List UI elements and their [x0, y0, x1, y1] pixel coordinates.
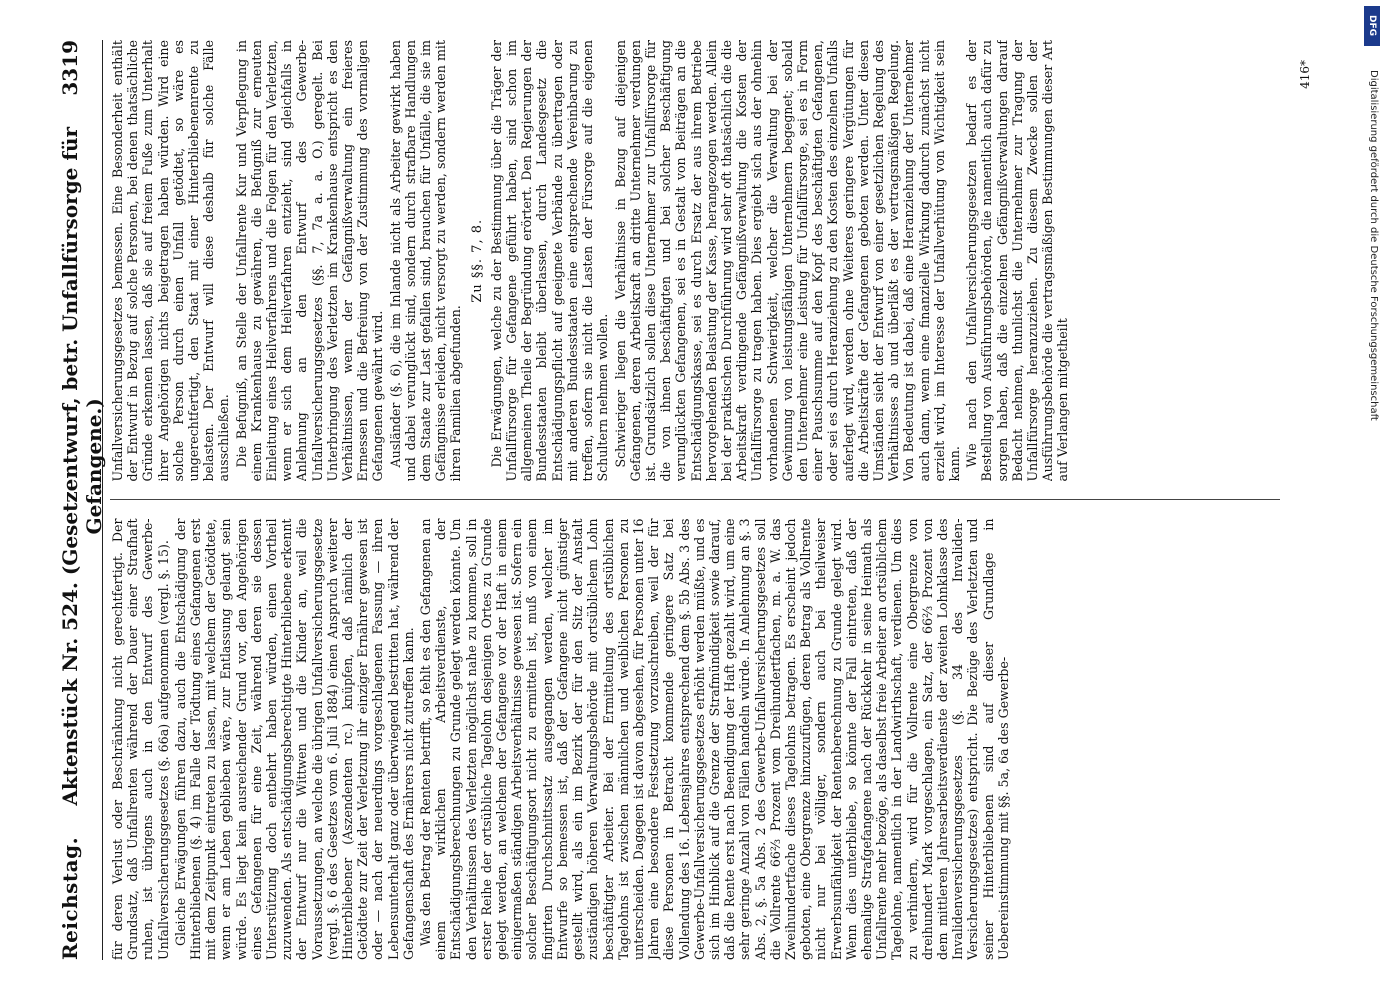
dfg-funding-stamp — [1361, 0, 1383, 1000]
section-heading: Zu §§. 7, 8. — [469, 218, 485, 303]
paragraph: Die Erwägungen, welche zu der Bestimmung über die Träger der Unfallfürsorge für Gefangene geführt haben, sind schon im allgemeinen Theile der Begründung erörtert. Den Regierungen der Bundesstaaten bleibt überlassen, durch Landesgesetz die Entschädigungspflicht auf geeignete Verbände zu übertragen oder mit anderen Bundesstaaten eine entsprechende Vereinbarung zu treffen, sofern sie nicht die Lasten der Fürsorge auf die eigenen Schultern nehmen wollen. — [488, 40, 611, 482]
paragraph: Schwieriger liegen die Verhältnisse in Bezug auf diejenigen Gefangenen, deren Arbeitskraft an dritte Unternehmer verdungen ist. Grundsätzlich sollen diese Unternehmer zur Unfallfürsorge für die von ihnen beschäftigten und bei solcher Beschäftigung verunglückten Gefangenen, sei es in Gestalt von Beiträgen an die Entschädigungskasse, sei es durch Ersatz der aus ihrem Betriebe hervorgehenden Belastung der Kasse, herangezogen werden. Allein bei der praktischen Durchführung wird sehr oft thatsächlich die die Arbeitskraft verdingende Gefängnißverwaltung die Kosten der Unfallfürsorge zu tragen haben. Dies ergiebt sich aus der ohnehin vorhandenen Schwierigkeit, welcher die Verwaltung bei der Gewinnung von leistungsfähigen Unternehmern begegnet; sobald den Unternehmer eine Leistung für Unfallfürsorge, sei es in Form einer Pauschsumme auf den Kopf des beschäftigten Gefangenen, oder sei es durch Heranziehung zu den Kosten des einzelnen Unfalls auferlegt wird, werden ohne Weiteres geringere Vergütungen für die Arbeitskräfte der Gefangenen geboten werden. Unter diesen Umständen sieht der Entwurf von einer gesetzlichen Regelung des Verhältnisses ab und überläßt es der vertragsmäßigen Regelung. Von Bedeutung ist dabei, daß eine Heranziehung der Unternehmer auch dann, wenn eine finanzielle Wirkung dadurch zunächst nicht erzielt wird, im Interesse der Unfallverhütung von Wichtigkeit sein kann. — [612, 40, 962, 482]
header-reichstag: Reichstag. — [58, 836, 82, 960]
paragraph: Wie nach den Unfallversicherungsgesetzen bedarf es der Bestellung von Ausführungsbehörden, die namentlich auch dafür zu sorgen haben, daß die einzelnen Gefängnißverwaltungen darauf Bedacht nehmen, thunlichst die Unternehmer zur Tragung der Unfallfürsorge heranzuziehen. Zu diesem Zwecke sollen der Ausführungsbehörde die vertragsmäßigen Bestimmungen dieser Art auf Verlangen mitgetheilt — [964, 40, 1071, 482]
paragraph: Gleiche Erwägungen führen dazu, auch die Entschädigung der Hinterbliebenen (§. 4) im Falle der Tödtung eines Gefangenen erst mit dem Zeitpunkt eintreten zu lassen, mit welchem der Getödtete, wenn er am Leben geblieben wäre, zur Entlassung gelangt sein würde. Es liegt kein ausreichender Grund vor, den Angehörigen eines Gefangenen für eine Zeit, während deren sie dessen Unterstützung doch entbehrt haben würden, einen Vortheil zuzuwenden. Als entschädigungsberechtigte Hinterbliebene erkennt der Entwurf nur die Wittwen und die Kinder an, weil die Voraussetzungen, an welche die übrigen Unfallversicherungsgesetze (vergl. §. 6 des Gesetzes vom 6. Juli 1884) einen Anspruch weiterer Hinterbliebener (Aszendenten rc.) knüpfen, daß nämlich der Getödtete zur Zeit der Verletzung ihr einziger Ernährer gewesen ist oder — nach der neuerdings vorgeschlagenen Fassung — ihren Lebensunterhalt ganz oder überwiegend bestritten hat, während der Gefangenschaft des Ernährers nicht zutreffen kann. — [172, 518, 416, 960]
paragraph: Was den Betrag der Renten betrifft, so fehlt es den Gefangenen an einem wirklichen Arbeitsverdienste, der Entschädigungsberechnungen zu Grunde gelegt werden könnte. Um den Verhältnissen des Verletzten möglichst nahe zu kommen, soll in erster Reihe der ortsübliche Tagelohn desjenigen Ortes zu Grunde gelegt werden, an welchem der Gefangene vor der Haft in einem einigermaßen ständigen Arbeitsverhältnisse gewesen ist. Sofern ein solcher Beschäftigungsort nicht zu ermitteln ist, muß von einem fingirten Durchschnittssatz ausgegangen werden, welcher im Entwurfe so bemessen ist, daß der Gefangene nicht günstiger gestellt wird, als ein im Bezirk der für den Sitz der Anstalt zuständigen höheren Verwaltungsbehörde mit ortsüblichem Lohn beschäftigter Arbeiter. Bei der Ermittelung des ortsüblichen Tagelohns ist zwischen männlichen und weiblichen Personen zu unterscheiden. Dagegen ist davon abgesehen, für Personen unter 16 Jahren eine besondere Festsetzung vorzuschreiben, weil der für diese Personen in Betracht kommende geringere Satz bei Vollendung des 16. Lebensjahres entsprechend dem §. 5b Abs. 3 des Gewerbe-Unfallversicherungsgesetzes erhöht werden müßte, und es sich im Hinblick auf die Grenze der Strafmündigkeit sowie darauf, daß die Rente erst nach Beendigung der Haft gezahlt wird, um eine sehr geringe Anzahl von Fällen handeln würde. In Anlehnung an §. 3 Abs. 2, §. 5a Abs. 2 des Gewerbe-Unfallversicherungsgesetzes soll die Vollrente 66⅔ Prozent vom Dreihundertfachen, m. a. W. das Zweihundertfache dieses Tagelohns betragen. Es erscheint jedoch geboten, eine Obergrenze hinzuzufügen, deren Betrag als Vollrente nicht nur bei völliger, sondern auch bei theilweiser Erwerbsunfähigkeit der Rentenberechnung zu Grunde gelegt wird. Wenn dies unterbliebe, so könnte der Fall eintreten, daß der ehemalige Strafgefangene nach der Rückkehr in seine Heimath als Unfallrente mehr bezöge, als daselbst freie Arbeiter an ortsüblichem Tagelohne, namentlich in der Landwirthschaft, verdienen. Um dies zu verhindern, wird für die Vollrente eine Obergrenze von dreihundert Mark vorgeschlagen, ein Satz, der 66⅔ Prozent von dem mittleren Jahresarbeitsverdienste der zweiten Lohnklasse des Invalidenversicherungsgesetzes (§. 34 des Invaliden-Versicherungsgesetzes) entspricht. Die Bezüge des Verletzten und seiner Hinterbliebenen sind auf dieser Grundlage in Uebereinstimmung mit §§. 5a, 6a des Gewerbe- — [418, 518, 1011, 960]
right-column — [110, 40, 1280, 482]
dfg-funding-text: Digitalisierung gefördert durch die Deutsche Forschungsgemeinschaft — [1368, 70, 1379, 421]
paragraph: Unfallversicherungsgesetzes bemessen. Eine Besonderheit enthält der Entwurf in Bezug auf solche Personen, bei denen thatsächliche Gründe erkennen lassen, daß sie auf freiem Fuße zum Unterhalt ihrer Angehörigen nichts beigetragen haben würden. Wird eine solche Person durch einen Unfall getödtet, so wäre es ungerechtfertigt, den Staat mit einer Hinterbliebenenrente zu belasten. Der Entwurf will diese deshalb für solche Fälle ausschließen. — [110, 40, 232, 482]
column-divider — [110, 500, 1280, 501]
page-number: 3319 — [58, 40, 82, 96]
paragraph: Ausländer (§. 6), die im Inlande nicht als Arbeiter gewirkt haben und dabei verunglückt sind, sondern durch strafbare Handlungen dem Staate zur Last gefallen sind, brauchen für Unfälle, die sie im Gefängnisse erleiden, nicht versorgt zu werden, sondern werden mit ihren Familien abgefunden. — [387, 40, 464, 482]
dfg-logo: DFG — [1364, 6, 1380, 46]
signature-mark: 416* — [1298, 60, 1312, 89]
page-header — [58, 40, 106, 960]
left-column — [110, 519, 1280, 961]
header-title: Aktenstück Nr. 524. (Gesetzentwurf, betr. Unfallfürsorge für Gefangene.) — [58, 126, 106, 806]
paragraph: für deren Verlust oder Beschränkung nicht gerechtfertigt. Der Grundsatz, daß Unfallrenten während der Dauer einer Strafhaft ruhen, ist übrigens auch in den Entwurf des Gewerbe-Unfallversicherungsgesetzes (§. 66a) aufgenommen (vergl. §. 15). — [110, 518, 171, 960]
paragraph: Die Befugniß, an Stelle der Unfallrente Kur und Verpflegung in einem Krankenhause zu gewähren, die Befugniß zur erneuten Einleitung eines Heilverfahrens und die Folgen für den Verletzten, wenn er sich dem Heilverfahren entzieht, sind gleichfalls in Anlehnung an den Entwurf des Gewerbe-Unfallversicherungsgesetzes (§§. 7, 7a a. a. O.) geregelt. Bei Unterbringung des Verletzten im Krankenhause entspricht es den Verhältnissen, wenn der Gefängnißverwaltung ein freieres Ermessen und die Befreiung von der Zustimmung des vormaligen Gefangenen gewährt wird. — [233, 40, 386, 482]
text-columns — [110, 40, 1280, 960]
